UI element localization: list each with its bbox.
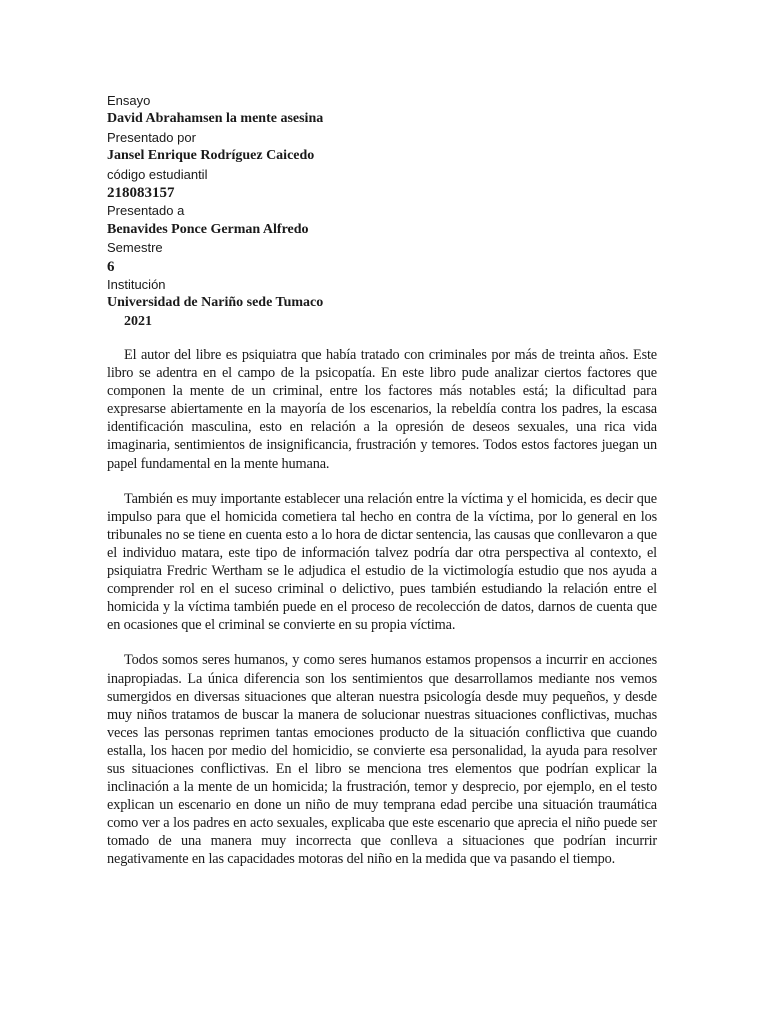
institution-name: Universidad de Nariño sede Tumaco	[107, 295, 324, 311]
semester-value: 6	[107, 258, 115, 275]
presented-by-label: Presentado por	[107, 129, 196, 145]
essay-label: Ensayo	[107, 93, 151, 108]
essay-body	[107, 346, 657, 886]
student-code-label: código estudiantil	[107, 166, 208, 182]
year: 2021	[124, 313, 152, 329]
teacher-name: Benavides Ponce German Alfredo	[107, 221, 309, 237]
institution-label: Institución	[107, 276, 166, 292]
paragraph: También es muy importante establecer una relación entre la víctima y el homicida, es decir que impulso para que el homicida cometiera tal hecho en contra de la víctima, por lo general en los tribunales no se tiene en cuenta esto a lo hora de dictar sentencia, las causas que conllevaron a que el individuo matara, este tipo de información talvez podría dar otra perspectiva al contexto, el psiquiatra Fredric Wertham se le adjudica el estudio de la victimología estudio que nos ayuda a comprender rol en el suceso criminal o delictivo, pues también estudiando la relación entre el homicida y la víctima también puede en el proceso de recolección de datos, darnos de cuenta que en ocasiones que el criminal se convierte en su propia víctima.	[107, 490, 657, 634]
cover-header	[107, 92, 667, 331]
presented-to-label: Presentado a	[107, 203, 185, 219]
student-code: 218083157	[107, 184, 175, 201]
semester-label: Semestre	[107, 240, 163, 256]
paragraph: El autor del libre es psiquiatra que había tratado con criminales por más de treinta años. Este libro se adentra en el campo de la psicopatía. En este libro pude analizar ciertos factores que componen la mente de un criminal, entre los factores más notables está; la dificultad para expresarse abiertamente en la mayoría de los escenarios, la rebeldía contra los padres, la escasa identificación masculina, esto en relación a la opresión de deseos sexuales, una rica vida imaginaria, sentimientos de insignificancia, frustración y temores. Todos estos factores juegan un papel fundamental en la mente humana.	[107, 347, 657, 472]
essay-title: David Abrahamsen la mente asesina	[107, 111, 324, 127]
author-name: Jansel Enrique Rodríguez Caicedo	[107, 148, 315, 164]
paragraph: Todos somos seres humanos, y como seres humanos estamos propensos a incurrir en acciones inapropiadas. La única diferencia son los sentimientos que desarrollamos mediante nos vemos sumergidos en diversas situaciones que alteran nuestra psicología desde muy pequeños, y desde muy niños tratamos de buscar la manera de solucionar nuestras situaciones conflictivas, muchas veces las personas reprimen tantas emociones producto de la situación conflictiva que cuando estalla, los hacen por medio del homicidio, se convierte esa personalidad, la ayuda para resolver sus situaciones conflictivas. En el libro se menciona tres elementos que podrían explicar la inclinación a la mente de un homicida; la frustración, temor y desprecio, por ejemplo, en el testo explican un escenario en done un niño de muy temprana edad percibe una situación traumática como ver a los padres en acto sexuales, explicaba que este escenario que aprecia el niño puede ser tomado de una manera muy incorrecta que conlleva a situaciones que podrían incurrir negativamente en las capacidades motoras del niño en la medida que va pasando el tiempo.	[107, 652, 657, 868]
